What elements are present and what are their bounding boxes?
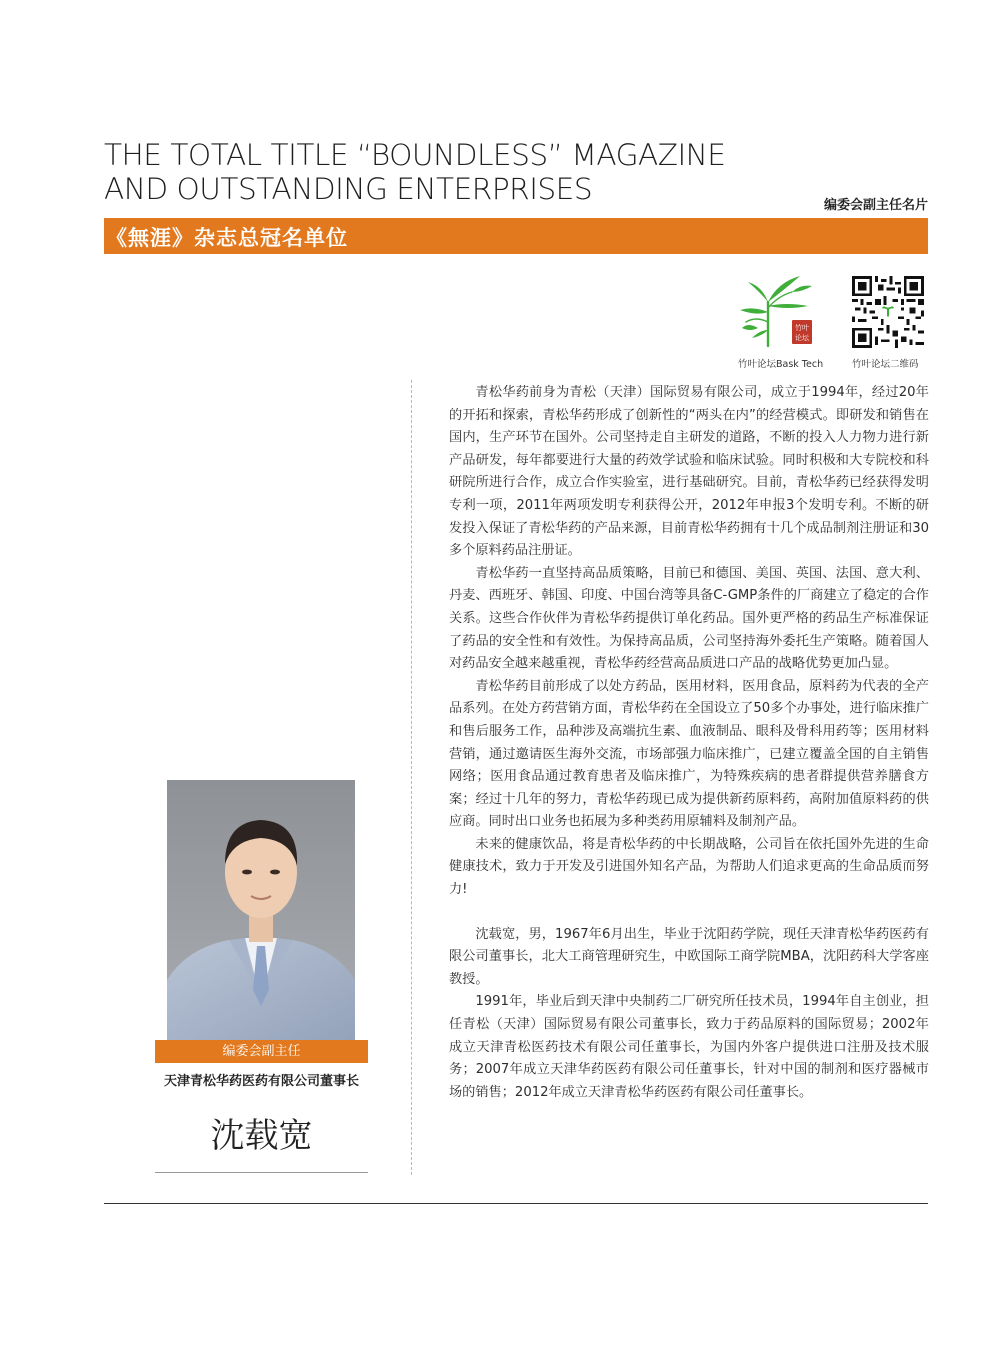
english-title-line-1: THE TOTAL TITLE “BOUNDLESS” MAGAZINE [104, 138, 726, 172]
section-banner-title: 《無涯》杂志总冠名单位 [106, 226, 348, 250]
name-underline [155, 1172, 368, 1173]
seal-text-top: 竹叶 [795, 324, 809, 332]
profile-role: 编委会副主任 [155, 1040, 368, 1063]
bamboo-logo-icon [738, 272, 814, 348]
profile-company: 天津青松华药医药有限公司董事长 [163, 1074, 359, 1089]
bamboo-logo-caption: 竹叶论坛Bask Tech [738, 359, 824, 370]
page-bottom-rule [104, 1203, 928, 1204]
english-title [104, 138, 818, 206]
article-body [449, 382, 929, 1104]
article-paragraph-2: 青松华药一直坚持高品质策略，目前已和德国、美国、英国、法国、意大利、丹麦、西班牙、韩国、印度、中国台湾等具备C-GMP条件的厂商建立了稳定的合作关系。这些合作伙伴为青松华药提供订单化药品。国外更严格的药品生产标准保证了药品的安全性和有效性。为保持高品质，公司坚持海外委托生产策略。随着国人对药品安全越来越重视，青松华药经营高品质进口产品的战略优势更加凸显。 [449, 565, 929, 672]
qr-code-icon [852, 276, 924, 348]
seal-text-bottom: 论坛 [795, 334, 809, 342]
bio-paragraph-1: 沈载宽，男，1967年6月出生，毕业于沈阳药学院，现任天津青松华药医药有限公司董事长，北大工商管理研究生，中欧国际工商学院MBA，沈阳药科大学客座教授。 [449, 926, 929, 987]
card-label: 编委会副主任名片 [823, 198, 928, 213]
english-title-line-2: AND OUTSTANDING ENTERPRISES [104, 172, 593, 206]
bio-paragraph-2: 1991年，毕业后到天津中央制药二厂研究所任技术员，1994年自主创业，担任青松（天津）国际贸易有限公司董事长，致力于药品原料的国际贸易；2002年成立天津青松医药技术有限公司任董事长，为国内外客户提供进口注册及技术服务；2007年成立天津华药医药有限公司任董事长，针对中国的制剂和医疗器械市场的销售；2012年成立天津青松华药医药有限公司任董事长。 [449, 994, 929, 1100]
article-paragraph-3: 青松华药目前形成了以处方药品，医用材料，医用食品，原料药为代表的全产品系列。在处方药营销方面，青松华药在全国设立了50多个办事处，进行临床推广和售后服务工作，品种涉及高端抗生素、血液制品、眼科及骨科用药等；医用材料营销，通过邀请医生海外交流，市场部强力临床推广，已建立覆盖全国的自主销售网络；医用食品通过教育患者及临床推广，为特殊疾病的患者群提供营养膳食方案；经过十几年的努力，青松华药现已成为提供新药原料药，高附加值原料药的供应商。同时出口业务也拓展为多种类药用原辅料及制剂产品。 [449, 678, 929, 830]
qr-code-caption: 竹叶论坛二维码 [852, 359, 919, 370]
section-banner [104, 218, 928, 254]
column-divider [411, 380, 412, 1175]
profile-name: 沈载宽 [210, 1116, 313, 1156]
portrait-photo [167, 780, 355, 1040]
paragraph-gap [449, 902, 929, 924]
article-paragraph-1: 青松华药前身为青松（天津）国际贸易有限公司，成立于1994年，经过20年的开拓和探索，青松华药形成了创新性的“两头在内”的经营模式。即研发和销售在国内，生产环节在国外。公司坚持走自主研发的道路，不断的投入人力物力进行新产品研发，每年都要进行大量的药效学试验和临床试验。同时积极和大专院校和科研院所进行合作，成立合作实验室，进行基础研究。目前，青松华药已经获得发明专利一项，2011年两项发明专利获得公开，2012年申报3个发明专利。不断的研发投入保证了青松华药的产品来源，目前青松华药拥有十几个成品制剂注册证和30多个原料药品注册证。 [449, 385, 929, 559]
article-paragraph-4: 未来的健康饮品，将是青松华药的中长期战略，公司旨在依托国外先进的生命健康技术，致力于开发及引进国外知名产品，为帮助人们追求更高的生命品质而努力! [449, 836, 929, 898]
